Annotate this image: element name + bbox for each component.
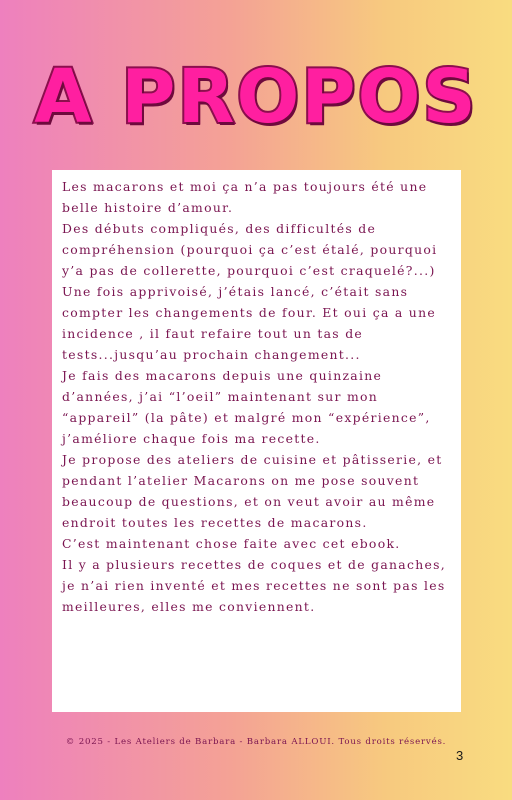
- page-title: A PROPOS: [34, 54, 478, 140]
- paragraph-recipes: Il y a plusieurs recettes de coques et de ganaches, je n’ai rien inventé et mes recettes ne sont pas les meilleures, elles me conviennent.: [62, 557, 447, 614]
- paragraph-oven: Une fois apprivoisé, j’étais lancé, c’était sans compter les changements de four. Et oui ça a une incidence , il faut refaire tout un tas de tests...jusqu’au prochain changement...: [62, 284, 436, 362]
- paragraph-ebook: C’est maintenant chose faite avec cet ebook.: [62, 536, 401, 551]
- paragraph-workshops: Je propose des ateliers de cuisine et pâtisserie, et pendant l’atelier Macarons on me pose souvent beaucoup de questions, et on veut avoir au même endroit toutes les recettes de macarons.: [62, 452, 443, 530]
- paragraph-beginnings: Des débuts compliqués, des difficultés de compréhension (pourquoi ça c’est étalé, pourquoi y’a pas de collerette, pourquoi c’est craquelé?...): [62, 221, 438, 278]
- text-card: [52, 170, 461, 712]
- paragraph-experience: Je fais des macarons depuis une quinzaine d’années, j’ai “l’oeil” maintenant sur mon “appareil” (la pâte) et malgré mon “expérience”, j’améliore chaque fois ma recette.: [62, 368, 431, 446]
- paragraph-intro: Les macarons et moi ça n’a pas toujours été une belle histoire d’amour.: [62, 179, 428, 215]
- footer-copyright: © 2025 - Les Ateliers de Barbara - Barbara ALLOUI. Tous droits réservés.: [65, 737, 447, 747]
- page-number: 3: [456, 748, 464, 763]
